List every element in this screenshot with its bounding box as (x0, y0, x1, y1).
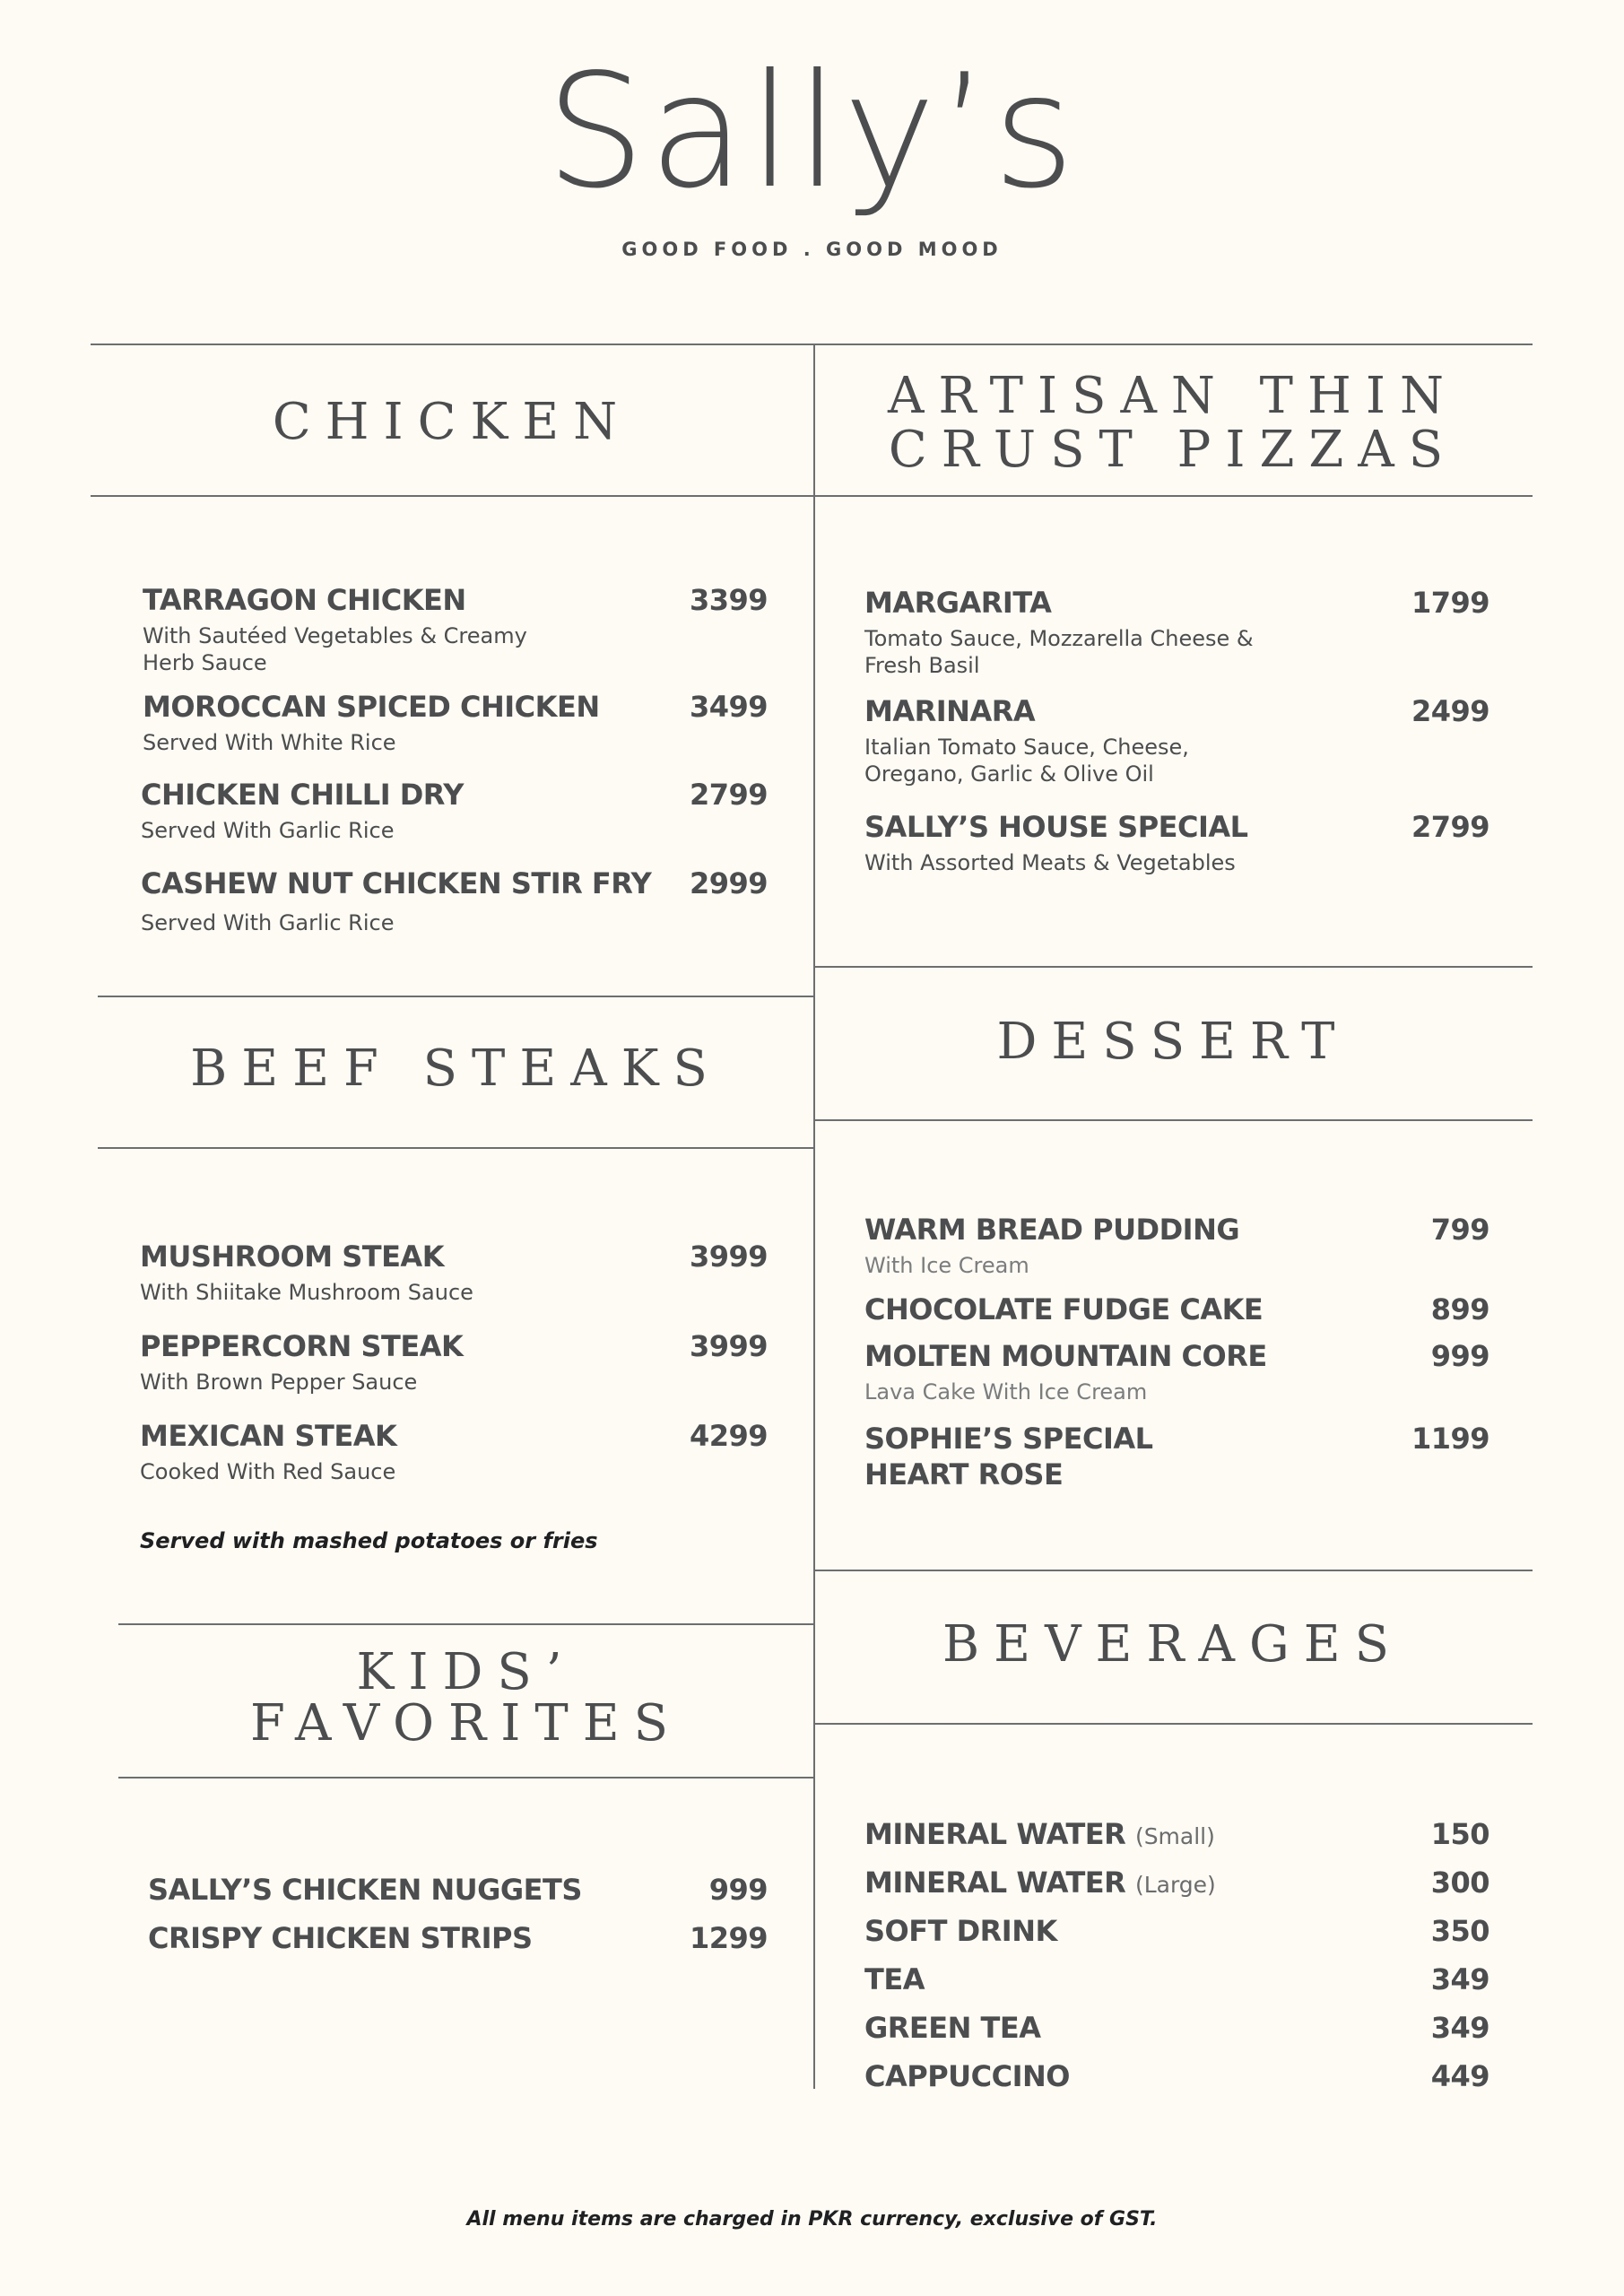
menu-item-beverage (864, 1866, 1489, 1900)
item-size: (Small) (1134, 1823, 1215, 1849)
item-price: 3999 (689, 1329, 768, 1363)
item-name: CHICKEN CHILLI DRY (141, 778, 464, 812)
item-price: 349 (1430, 2011, 1489, 2045)
divider (813, 966, 1533, 968)
section-title-chicken (91, 393, 813, 451)
item-name: MINERAL WATER (864, 1817, 1126, 1851)
menu-item-chicken (143, 690, 768, 756)
section-title-beverages (813, 1615, 1533, 1674)
divider (813, 1570, 1533, 1571)
item-desc: Tomato Sauce, Mozzarella Cheese & Fresh Basil (864, 626, 1254, 678)
divider (98, 1147, 814, 1149)
divider (118, 1777, 814, 1779)
item-price: 999 (1430, 1339, 1489, 1373)
item-desc: With Sautéed Vegetables & Creamy Herb Sauce (143, 623, 527, 675)
item-desc: Served With White Rice (143, 730, 396, 755)
pizzas-title-line2: CRUST PIZZAS (888, 421, 1458, 480)
menu-item-dessert (864, 1213, 1489, 1279)
item-price: 2799 (1411, 810, 1489, 844)
item-price: 449 (1430, 2059, 1489, 2093)
divider (91, 495, 1533, 497)
item-price: 2999 (689, 866, 768, 900)
item-price: 349 (1430, 1962, 1489, 1996)
item-price: 1799 (1411, 586, 1489, 620)
item-price: 899 (1430, 1292, 1489, 1326)
menu-item-pizza (864, 586, 1489, 679)
menu-item-dessert (864, 1422, 1489, 1492)
divider (91, 344, 1533, 345)
section-title-pizzas (813, 367, 1533, 480)
item-desc: Cooked With Red Sauce (140, 1459, 396, 1484)
item-desc: Served With Garlic Rice (141, 818, 395, 843)
item-name: WARM BREAD PUDDING (864, 1213, 1240, 1247)
brand-logo: Sally’s (545, 41, 1079, 223)
menu-item-dessert (864, 1339, 1489, 1405)
menu-item-steak (140, 1419, 768, 1485)
item-price: 2799 (689, 778, 768, 812)
item-name: SALLY’S CHICKEN NUGGETS (148, 1873, 582, 1907)
item-name: CAPPUCCINO (864, 2059, 1070, 2093)
item-name: MEXICAN STEAK (140, 1419, 397, 1453)
item-name: MOROCCAN SPICED CHICKEN (143, 690, 600, 724)
item-name: TEA (864, 1962, 925, 1996)
item-name: GREEN TEA (864, 2011, 1041, 2045)
item-price: 300 (1430, 1866, 1489, 1900)
divider (813, 1119, 1533, 1121)
menu-item-kids (148, 1921, 768, 1955)
item-desc: Lava Cake With Ice Cream (864, 1379, 1148, 1405)
item-name: CASHEW NUT CHICKEN STIR FRY (141, 866, 652, 900)
item-price: 3399 (689, 583, 768, 617)
divider (118, 1623, 814, 1625)
item-desc: With Brown Pepper Sauce (140, 1370, 418, 1395)
item-name: HEART ROSE (864, 1457, 1064, 1492)
dessert-title: DESSERT (996, 1013, 1350, 1071)
item-name: SOFT DRINK (864, 1914, 1057, 1948)
section-title-beef (98, 1039, 814, 1098)
section-title-dessert (813, 1013, 1533, 1071)
item-price: 3999 (689, 1239, 768, 1274)
steak-side-note: Served with mashed potatoes or fries (140, 1528, 598, 1553)
beverages-title: BEVERAGES (942, 1615, 1403, 1674)
item-price: 999 (708, 1873, 768, 1907)
item-size: (Large) (1134, 1872, 1216, 1898)
item-price: 1199 (1411, 1422, 1489, 1456)
item-desc: Served With Garlic Rice (141, 910, 395, 935)
item-name: MINERAL WATER (864, 1866, 1126, 1900)
item-price: 150 (1430, 1817, 1489, 1851)
item-desc: Italian Tomato Sauce, Cheese, Oregano, Garlic & Olive Oil (864, 735, 1189, 787)
item-price: 4299 (689, 1419, 768, 1453)
item-price: 2499 (1411, 694, 1489, 728)
pizzas-title-line1: ARTISAN THIN (887, 367, 1458, 425)
section-title-kids (118, 1643, 814, 1753)
center-divider (813, 344, 815, 2089)
menu-item-chicken (141, 866, 768, 936)
beef-title: BEEF STEAKS (190, 1039, 722, 1098)
footer-note: All menu items are charged in PKR currency, exclusive of GST. (466, 2208, 1158, 2231)
menu-item-beverage (864, 1817, 1489, 1851)
item-name: MUSHROOM STEAK (140, 1239, 444, 1274)
menu-item-chicken (143, 583, 768, 676)
item-name: MARGARITA (864, 586, 1052, 620)
item-price: 350 (1430, 1914, 1489, 1948)
item-price: 799 (1430, 1213, 1489, 1247)
menu-item-beverage (864, 2059, 1489, 2093)
item-name: SALLY’S HOUSE SPECIAL (864, 810, 1248, 844)
menu-item-beverage (864, 2011, 1489, 2045)
menu-item-pizza (864, 810, 1489, 876)
kids-title-line2: FAVORITES (250, 1694, 682, 1753)
item-price: 3499 (689, 690, 768, 724)
item-price: 1299 (689, 1921, 768, 1955)
menu-item-chicken (141, 778, 768, 844)
menu-item-dessert (864, 1292, 1489, 1326)
menu-item-beverage (864, 1914, 1489, 1948)
item-name: TARRAGON CHICKEN (143, 583, 466, 617)
item-name: PEPPERCORN STEAK (140, 1329, 464, 1363)
menu-item-beverage (864, 1962, 1489, 1996)
divider (98, 996, 814, 997)
menu-item-pizza (864, 694, 1489, 787)
menu-item-steak (140, 1239, 768, 1306)
item-name: MOLTEN MOUNTAIN CORE (864, 1339, 1267, 1373)
divider (813, 1723, 1533, 1725)
menu-item-kids (148, 1873, 768, 1907)
item-desc: With Shiitake Mushroom Sauce (140, 1280, 473, 1305)
tagline: GOOD FOOD . GOOD MOOD (621, 239, 1003, 260)
item-name: MARINARA (864, 694, 1036, 728)
kids-title-line1: KIDS’ (356, 1643, 577, 1701)
item-name: SOPHIE’S SPECIAL (864, 1422, 1153, 1456)
chicken-title: CHICKEN (272, 393, 632, 451)
item-name: CHOCOLATE FUDGE CAKE (864, 1292, 1264, 1326)
item-desc: With Assorted Meats & Vegetables (864, 850, 1236, 875)
item-desc: With Ice Cream (864, 1253, 1029, 1278)
item-name: CRISPY CHICKEN STRIPS (148, 1921, 533, 1955)
menu-item-steak (140, 1329, 768, 1396)
